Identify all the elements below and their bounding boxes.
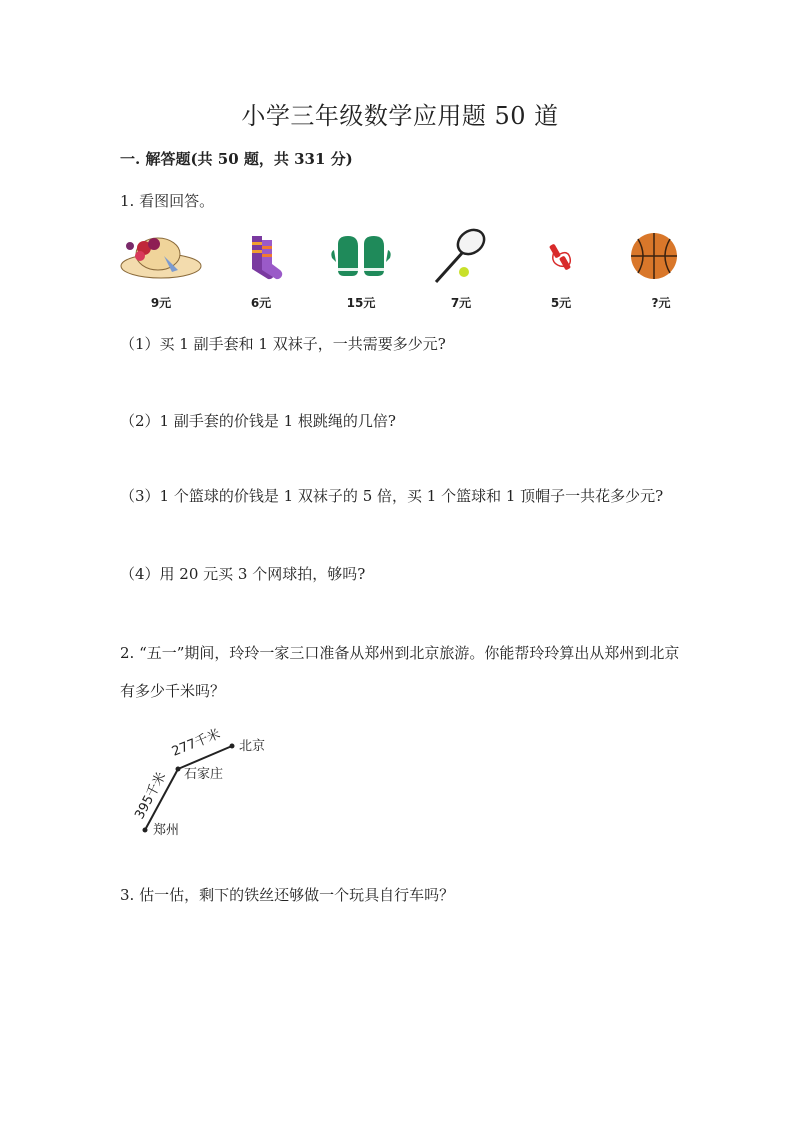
city-label-beijing: 北京 (239, 739, 266, 754)
item-gloves (316, 226, 406, 318)
tennis-racket-icon (416, 226, 506, 286)
page-title: 小学三年级数学应用题 50 道 (241, 102, 559, 130)
question-1-sub-1: （1）买 1 副手套和 1 双袜子，一共需要多少元? (120, 335, 446, 353)
question-1-sub-2: （2）1 副手套的价钱是 1 根跳绳的几倍? (120, 412, 396, 430)
question-2-text: 2. “五一”期间，玲玲一家三口准备从郑州到北京旅游。你能帮玲玲算出从郑州到北京有多少千米吗？ (120, 644, 680, 700)
route-map (120, 722, 320, 842)
item-socks (216, 226, 306, 318)
item-price: 5元 (550, 296, 572, 310)
hat-icon (116, 226, 206, 286)
question-1-prompt: 1. 看图回答。 (120, 192, 215, 210)
item-price: 9元 (150, 296, 172, 310)
price-items (116, 226, 696, 318)
city-label-zhengzhou: 郑州 (153, 823, 180, 838)
section-heading: 一. 解答题(共 50 题，共 331 分) (120, 150, 353, 168)
socks-icon (216, 226, 306, 286)
item-tennis-racket (416, 226, 506, 318)
item-basketball (616, 226, 706, 318)
question-1-sub-3: （3）1 个篮球的价钱是 1 双袜子的 5 倍，买 1 个篮球和 1 顶帽子一共花多少元? (120, 487, 664, 505)
item-price: ?元 (651, 296, 671, 310)
item-price: 6元 (250, 296, 272, 310)
distance-label-395: 395千米 (132, 769, 170, 822)
gloves-icon (316, 226, 406, 286)
question-1-sub-4: （4）用 20 元买 3 个网球拍，够吗? (120, 565, 366, 583)
item-jump-rope (516, 226, 606, 318)
city-dot-beijing (230, 744, 235, 749)
basketball-icon (616, 226, 706, 286)
city-label-shijiazhuang: 石家庄 (184, 767, 224, 782)
distance-label-277: 277千米 (169, 726, 223, 760)
item-price: 15元 (346, 296, 376, 310)
question-3-text: 3. 估一估，剩下的铁丝还够做一个玩具自行车吗？ (120, 886, 455, 904)
jump-rope-icon (516, 226, 606, 286)
city-dot-zhengzhou (143, 828, 148, 833)
item-price: 7元 (450, 296, 472, 310)
item-hat (116, 226, 206, 318)
city-dot-shijiazhuang (176, 767, 181, 772)
